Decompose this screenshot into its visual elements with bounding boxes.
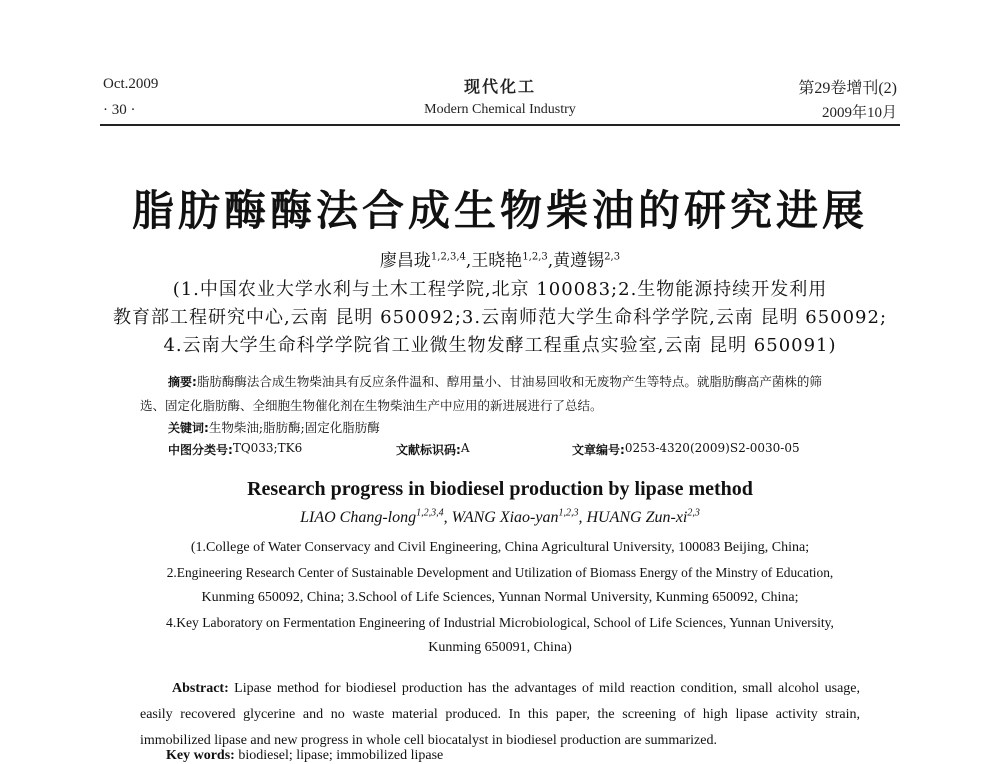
affiliation-cn-line: 4.云南大学生命科学学院省工业微生物发酵工程重点实验室,云南 昆明 650091) <box>163 335 837 356</box>
abstract-cn <box>140 370 870 418</box>
abstract-en-text: Lipase method for biodiesel production has the advantages of mild reaction condition, small alcohol usage, easily recovered glycerine and no waste material produced. In this paper, the screening of high lipase activity strain, immobilized lipase and new progress in whole cell biocatalyst in biodiesel production are summarized. <box>140 681 860 748</box>
keywords-cn <box>168 418 380 436</box>
author-affiliation-marker: 1,2,3 <box>522 251 548 263</box>
clc-number <box>168 441 303 458</box>
authors-en <box>0 509 1000 527</box>
author-separator: , <box>465 251 472 271</box>
abstract-cn-line-1 <box>140 370 870 394</box>
affiliation-en-line: 4.Key Laboratory on Fermentation Engineering of Industrial Microbiological, School of Life Sciences, Yunnan University, <box>166 615 834 630</box>
author-separator: , <box>443 509 452 526</box>
issue-date: Oct.2009 <box>103 76 159 92</box>
author-name-en: WANG Xiao-yan <box>451 509 559 526</box>
page-header <box>0 0 1000 132</box>
abstract-en-label: Abstract: <box>172 681 229 696</box>
doc-value: A <box>460 441 470 455</box>
publication-date: 2009年10月 <box>821 105 897 121</box>
article-number <box>572 441 800 458</box>
page-number: · 30 · <box>103 102 136 118</box>
author-affiliation-marker: 2,3 <box>604 251 621 263</box>
author-separator: , <box>578 509 587 526</box>
abstract-cn-label: 摘要: <box>168 375 197 389</box>
article-label: 文章编号: <box>572 443 625 457</box>
document-code <box>396 441 470 458</box>
abstract-en-paragraph <box>140 676 860 754</box>
author-name: 黄遵锡 <box>553 251 605 271</box>
keywords-en-label: Key words: <box>166 748 235 763</box>
author-name-en: HUANG Zun-xi <box>586 509 688 526</box>
article-title-cn: 脂肪酶酶法合成生物柴油的研究进展 <box>131 186 868 235</box>
keywords-en-text: biodiesel; lipase; immobilized lipase <box>238 748 444 763</box>
clc-value: TQ033;TK6 <box>232 441 303 455</box>
clc-label: 中图分类号: <box>168 443 233 457</box>
doc-label: 文献标识码: <box>396 443 461 457</box>
volume-info: 第29卷增刊(2) <box>798 80 897 97</box>
author-affiliation-marker: 1,2,3,4 <box>416 507 444 519</box>
author-name-en: LIAO Chang-long <box>300 509 417 526</box>
author-affiliation-marker: 2,3 <box>687 507 700 519</box>
author-name: 廖昌珑 <box>379 251 431 271</box>
abstract-cn-text: 脂肪酶酶法合成生物柴油具有反应条件温和、醇用量小、甘油易回收和无废物产生等特点。就脂肪酶高产菌株的筛 <box>196 374 822 389</box>
affiliation-en-line: 2.Engineering Research Center of Sustainable Development and Utilization of Biomass Energy of the Minstry of Education, <box>166 565 834 580</box>
affiliation-en-line: Kunming 650091, China) <box>428 640 572 655</box>
affiliation-en-line: Kunming 650092, China; 3.School of Life Sciences, Yunnan Normal University, Kunming 650092, China; <box>201 590 799 605</box>
article-title-en: Research progress in biodiesel production by lipase method <box>247 478 753 500</box>
affiliation-cn-line: (1.中国农业大学水利与土木工程学院,北京 100083;2.生物能源持续开发利用 <box>172 279 828 300</box>
abstract-en <box>140 676 860 754</box>
keywords-en <box>166 748 443 764</box>
keywords-cn-text: 生物柴油;脂肪酶;固定化脂肪酶 <box>208 420 380 435</box>
author-affiliation-marker: 1,2,3 <box>558 507 579 519</box>
article-value: 0253-4320(2009)S2-0030-05 <box>624 441 800 455</box>
journal-title-en: Modern Chemical Industry <box>424 102 576 117</box>
affiliation-en-line: (1.College of Water Conservacy and Civil Engineering, China Agricultural University, 100083 Beijing, China; <box>190 540 810 555</box>
affiliation-cn-line: 教育部工程研究中心,云南 昆明 650092;3.云南师范大学生命科学学院,云南 昆明 650092; <box>112 307 888 328</box>
header-divider <box>100 124 900 126</box>
author-name: 王晓艳 <box>471 251 523 271</box>
abstract-cn-line-2: 选、固定化脂肪酶、全细胞生物催化剂在生物柴油生产中应用的新进展进行了总结。 <box>140 398 603 413</box>
author-separator: , <box>547 251 554 271</box>
classification-row <box>168 441 868 461</box>
journal-title-cn: 现代化工 <box>463 77 536 96</box>
keywords-cn-label: 关键词: <box>168 421 209 435</box>
authors-cn <box>0 246 1000 271</box>
author-affiliation-marker: 1,2,3,4 <box>430 251 466 263</box>
